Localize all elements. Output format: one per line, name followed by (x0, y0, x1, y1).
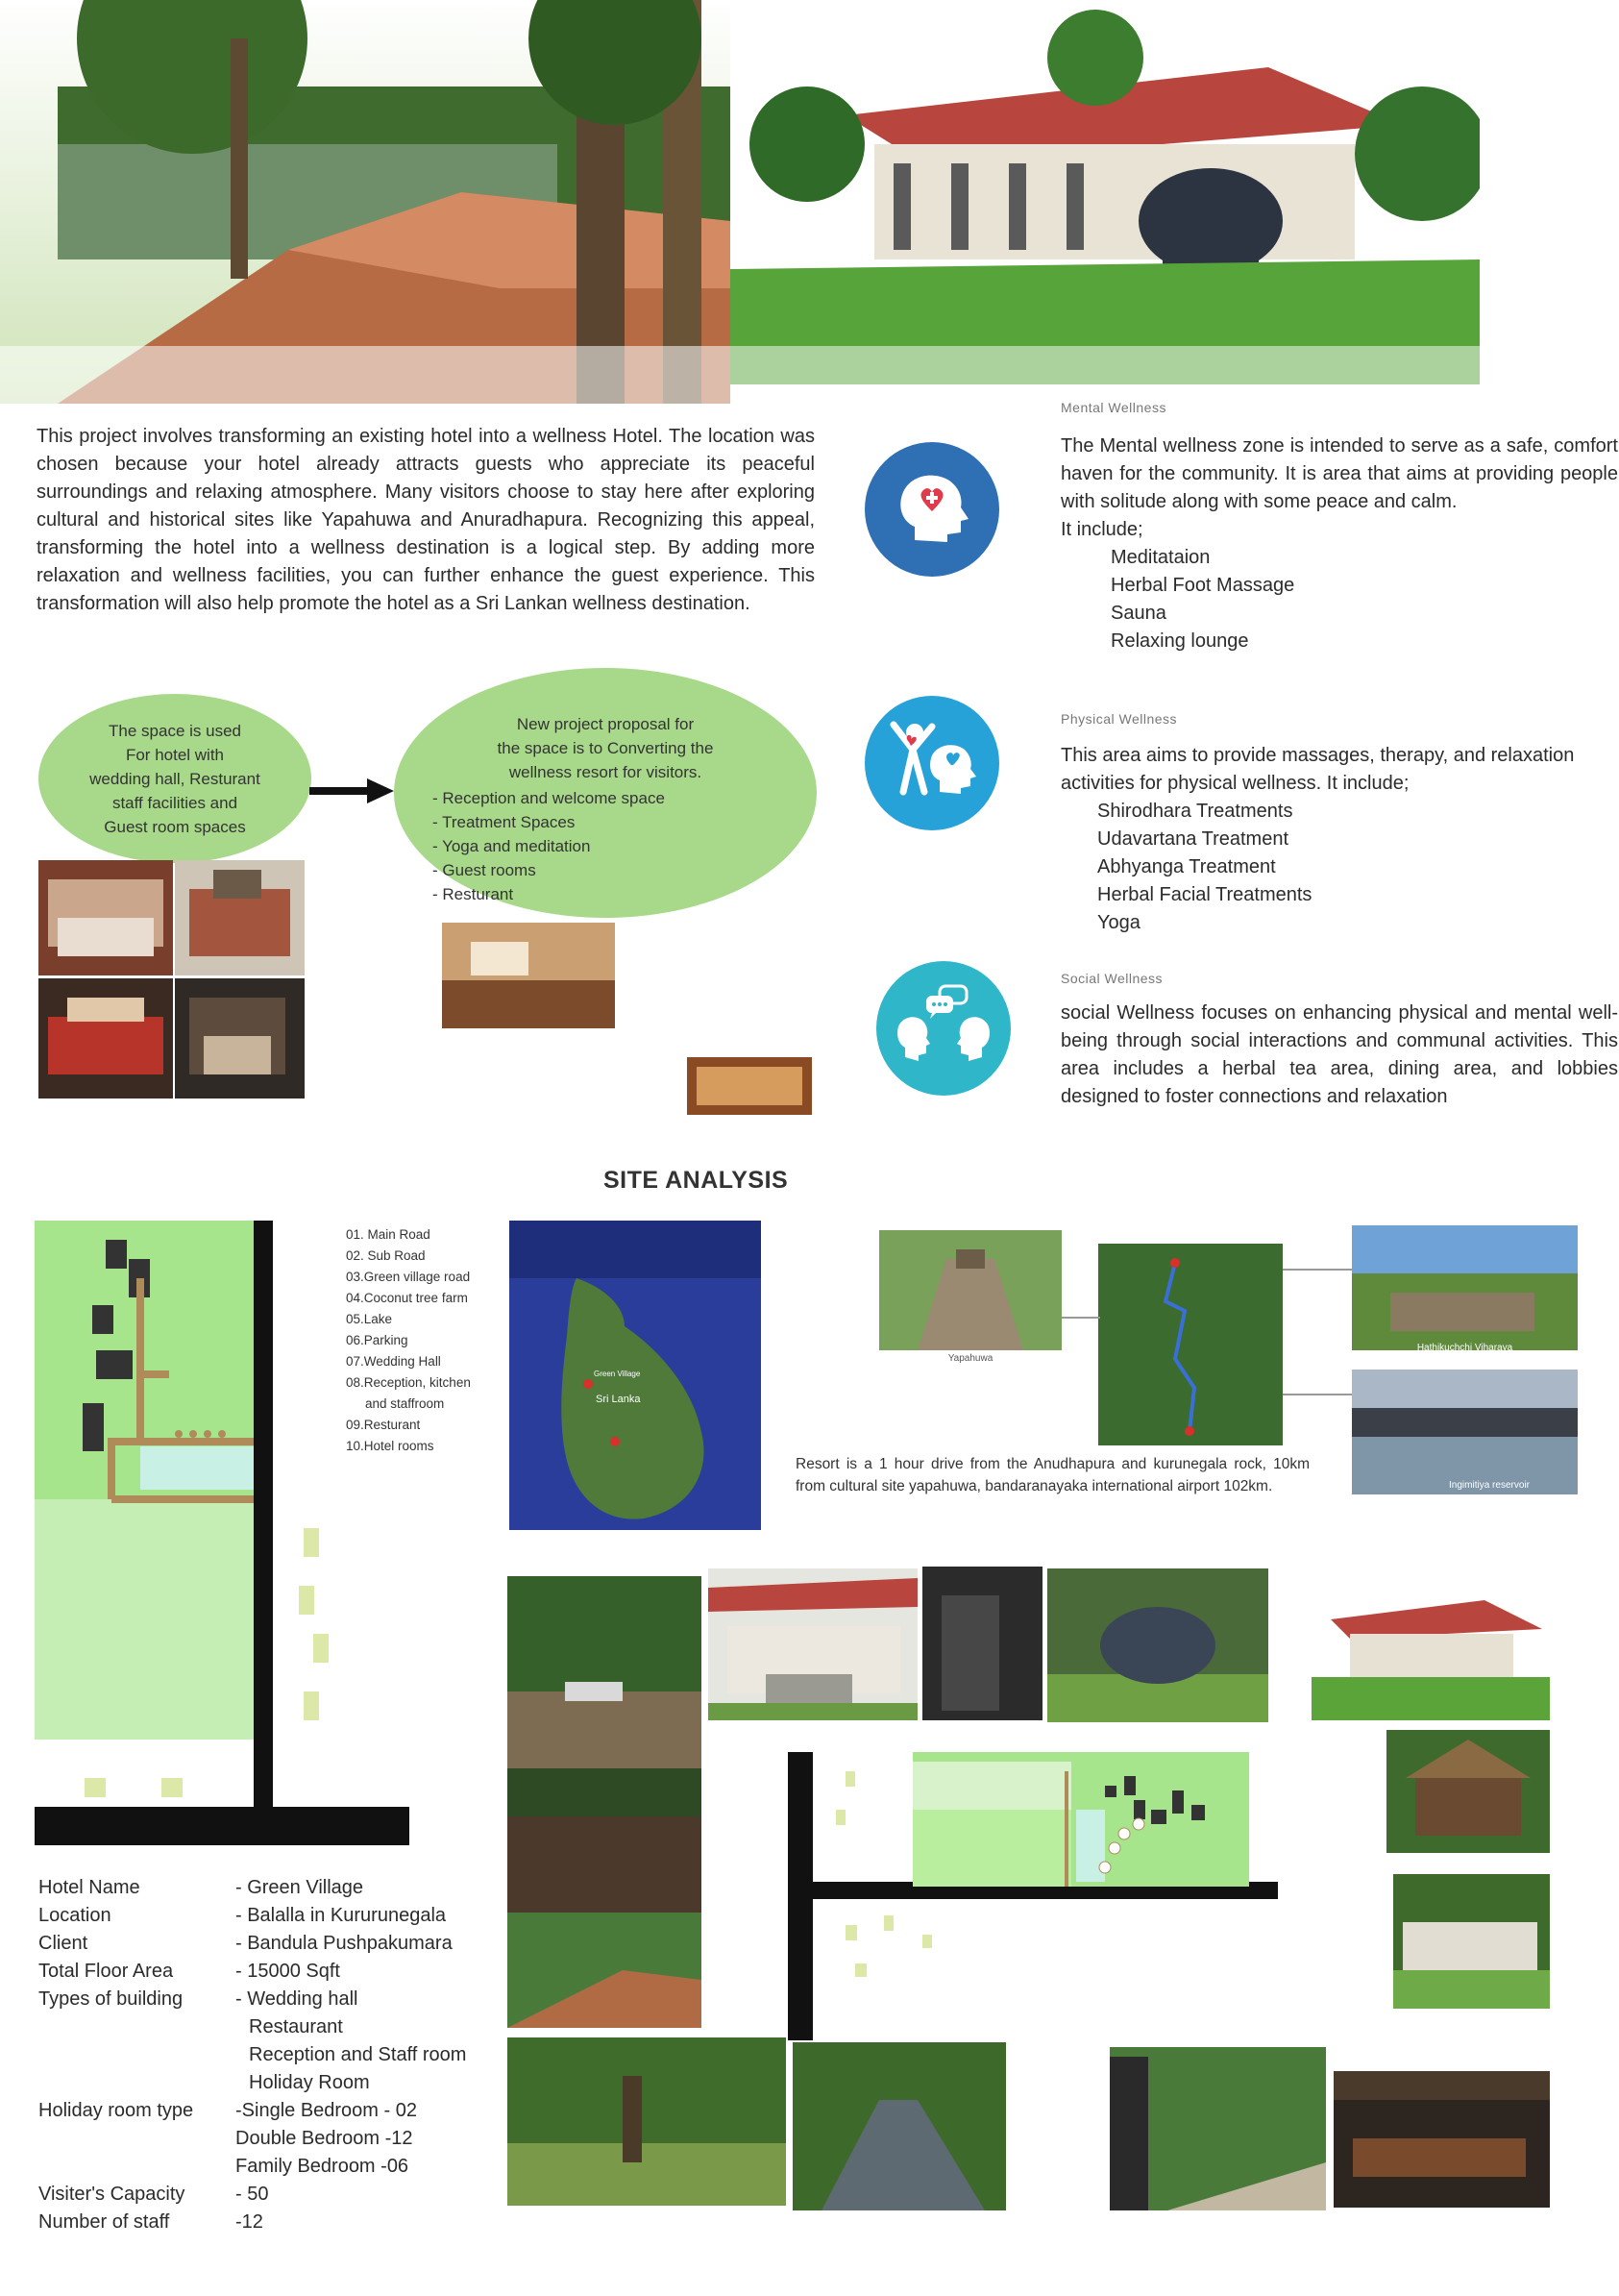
legend-item: 07.Wedding Hall (346, 1354, 441, 1369)
legend-item: 09.Resturant (346, 1418, 421, 1432)
interior-photo-4 (175, 978, 305, 1099)
interior-photo-3 (38, 978, 173, 1099)
hotel-info-row: Double Bedroom -12 (235, 2128, 413, 2149)
current-use-line: staff facilities and (111, 793, 238, 812)
physical-zone-block (1061, 742, 1618, 937)
minor-plot-block (161, 1778, 183, 1797)
physical-zone-item: Abhyanga Treatment (1097, 856, 1276, 877)
site-photo-dark-wall (922, 1567, 1043, 1720)
interior-photo-1 (38, 860, 173, 975)
physical-zone-item: Herbal Facial Treatments (1097, 884, 1312, 905)
hotel-info-row: Visiter's Capacity - 50 (38, 2184, 269, 2205)
travel-note: Resort is a 1 hour drive from the Anudhapura and kurunegala rock, 10km from cultural site yapahuwa, bandaranayaka international airport 102km. (796, 1456, 1310, 1494)
route-connector (1062, 1317, 1100, 1319)
hotel-info-row: Holiday room type -Single Bedroom - 02 (38, 2100, 417, 2121)
site-photo-entrance-trees (507, 1576, 701, 1768)
legend-item: 08.Reception, kitchen (346, 1375, 471, 1390)
bottom-photo-dining (1334, 2071, 1550, 2208)
bottom-photo-path (793, 2042, 1006, 2210)
legend-item: 02. Sub Road (346, 1248, 426, 1263)
site-photo-rooms (1393, 1874, 1550, 2009)
physical-zone-item: Udavartana Treatment (1097, 828, 1288, 850)
hotel-info-row: Total Floor Area - 15000 Sqft (38, 1961, 340, 1982)
main-road-vertical (254, 1221, 273, 1816)
hotel-info-row: Reception and Staff room (249, 2044, 467, 2065)
hero-photo-hotel-elephant (730, 0, 1480, 384)
mental-zone-item: Meditataion (1111, 547, 1211, 568)
site-photo-lake-path (507, 1913, 701, 2028)
proposal-heading-line: New project proposal for (516, 715, 695, 733)
main-road-horizontal (35, 1807, 409, 1845)
minor-plot-block (85, 1778, 106, 1797)
reservoir-photo (1352, 1370, 1578, 1494)
site-legend (346, 1224, 509, 1457)
hotel-info-row: Holiday Room (249, 2072, 370, 2093)
legend-item: and staffroom (365, 1396, 445, 1411)
hotel-info-row: Client - Bandula Pushpakumara (38, 1933, 453, 1954)
current-use-line: wedding hall, Resturant (89, 769, 260, 788)
proposal-item: - Guest rooms (432, 861, 536, 879)
site-photo-elephant-statue (1047, 1568, 1268, 1722)
head-heart-icon (865, 442, 999, 577)
current-use-line: Guest room spaces (104, 817, 246, 836)
reservoir-caption: Ingimitiya reservoir (1449, 1480, 1530, 1491)
hero-photo-lake-path (0, 0, 730, 404)
proposal-heading-line: wellness resort for visitors. (508, 763, 702, 781)
bottom-photo-driveway (1110, 2047, 1326, 2210)
legend-item: 03.Green village road (346, 1270, 471, 1284)
mental-zone-description: The Mental wellness zone is intended to serve as a safe, comfort haven for the community. It is area that aims at providing people with solitude along with some peace and calm. (1061, 435, 1618, 512)
proposal-item: - Resturant (432, 885, 514, 903)
hotel-info-block (38, 1874, 519, 2236)
interior-photo-2 (175, 860, 305, 975)
hotel-info-row: Number of staff -12 (38, 2211, 263, 2233)
hotel-info-row: Location - Balalla in Kururunegala (38, 1905, 447, 1926)
arrow-icon (309, 777, 396, 805)
hotel-info-row: Family Bedroom -06 (235, 2156, 409, 2177)
route-connector (1283, 1269, 1352, 1271)
legend-item: 05.Lake (346, 1312, 393, 1326)
site-plan-detail (788, 1752, 1297, 2040)
mental-zone-include-label: It include; (1061, 519, 1143, 540)
mental-zone-item: Herbal Foot Massage (1111, 575, 1295, 596)
two-heads-chat-icon (876, 961, 1011, 1096)
hotel-info-row: Restaurant (249, 2016, 343, 2037)
interior-photo-5 (442, 923, 615, 1028)
current-use-line: For hotel with (125, 745, 225, 764)
yapahuwa-caption: Yapahuwa (947, 1353, 993, 1364)
proposal-item: - Yoga and meditation (432, 837, 591, 855)
interior-photo-6 (687, 1057, 812, 1115)
social-zone-title: Social Wellness (1061, 971, 1164, 986)
mental-zone-title: Mental Wellness (1061, 400, 1166, 415)
site-photo-gazebo (1386, 1730, 1550, 1853)
site-photo-building-front (708, 1568, 918, 1720)
physical-zone-title: Physical Wellness (1061, 711, 1178, 727)
current-use-line: The space is used (109, 721, 241, 740)
social-zone-description: social Wellness focuses on enhancing physical and mental well-being through social interactions and communal activities. This area includes a herbal tea area, dining area, and lobbies designed to foster connections and relaxation (1061, 1002, 1618, 1107)
legend-item: 04.Coconut tree farm (346, 1291, 468, 1305)
mental-zone-item: Relaxing lounge (1111, 630, 1249, 652)
site-photo-lake (507, 1768, 701, 1913)
hathikuchchi-photo (1352, 1225, 1578, 1350)
legend-item: 01. Main Road (346, 1227, 430, 1242)
physical-zone-item: Yoga (1097, 912, 1141, 933)
map-label-sri-lanka: Sri Lanka (596, 1394, 641, 1405)
site-photo-hotel-garden (1312, 1581, 1550, 1720)
route-connector (1283, 1394, 1352, 1395)
intro-paragraph: This project involves transforming an existing hotel into a wellness Hotel. The location was chosen because your hotel already attracts guests who appreciate its peaceful surroundings and relaxing atmosphere. Many visitors choose to stay here after exploring cultural and historical sites like Yapahuwa and Anuradhapura. Recognizing this appeal, transforming the hotel into a wellness destination is a logical step. By adding more relaxation and wellness facilities, you can further enhance the guest experience. This transformation will also help promote the hotel as a Sri Lankan wellness destination. (37, 426, 815, 614)
hotel-info-row: Hotel Name - Green Village (38, 1877, 364, 1898)
sri-lanka-map (509, 1221, 761, 1530)
person-heart-icon (865, 696, 999, 830)
site-analysis-title: SITE ANALYSIS (603, 1167, 789, 1194)
new-proposal-bubble (394, 668, 817, 918)
route-map (1098, 1244, 1283, 1445)
proposal-item: - Treatment Spaces (432, 813, 576, 831)
physical-zone-description: This area aims to provide massages, therapy, and relaxation activities for physical wellness. It include; (1061, 745, 1575, 794)
hotel-info-row: Types of building - Wedding hall (38, 1988, 358, 2010)
proposal-item: - Reception and welcome space (432, 789, 665, 807)
yapahuwa-photo (879, 1230, 1062, 1350)
legend-item: 10.Hotel rooms (346, 1439, 434, 1453)
mental-zone-block (1061, 432, 1618, 655)
bottom-photo-garden-trees (507, 2037, 786, 2206)
map-label-green-village: Green Village (594, 1370, 641, 1378)
physical-zone-item: Shirodhara Treatments (1097, 801, 1293, 822)
legend-item: 06.Parking (346, 1333, 408, 1347)
current-use-bubble (38, 694, 311, 863)
proposal-heading-line: the space is to Converting the (497, 739, 714, 757)
hathikuchchi-caption: Hathikuchchi Viharaya (1416, 1343, 1513, 1353)
mental-zone-item: Sauna (1111, 603, 1166, 624)
